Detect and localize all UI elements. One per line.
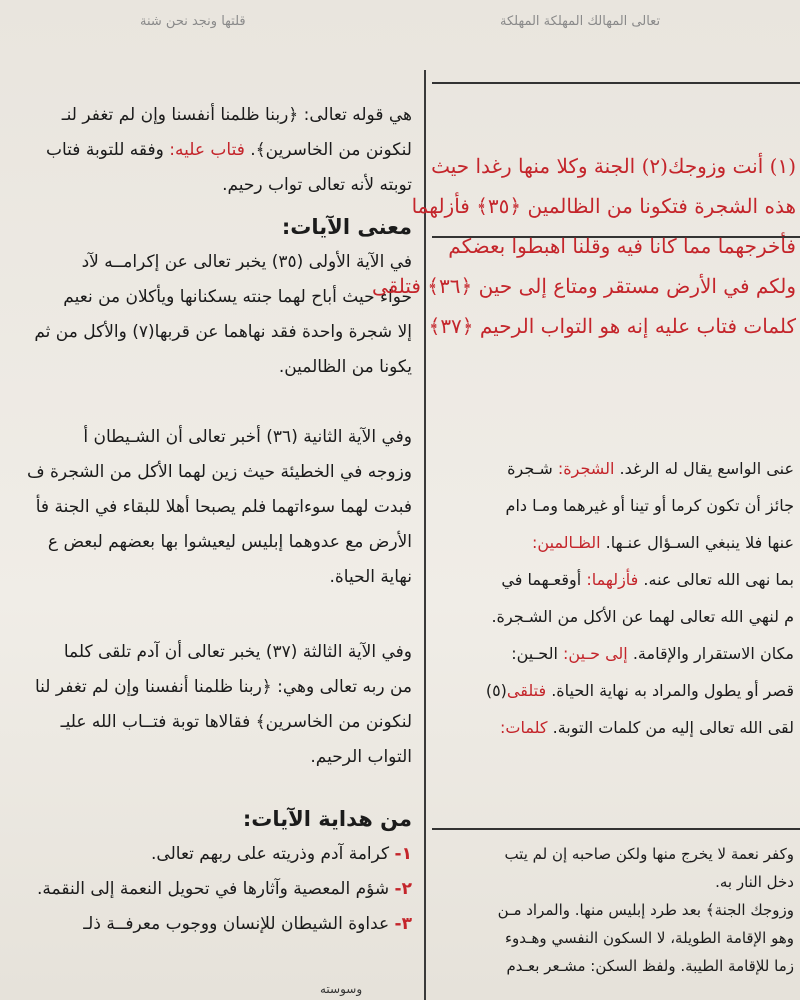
highlighted-term: الشجرة:: [557, 459, 615, 478]
third-verse-explanation: [0, 635, 412, 775]
footer-text: وسوسته: [320, 982, 363, 996]
highlighted-term: إلى حـين:: [563, 644, 628, 663]
guidance-number: ٣-: [394, 914, 412, 934]
guidance-section: [0, 802, 412, 942]
guidance-title: من هداية الآيات:: [242, 807, 412, 831]
word-meaning-line: لقى الله تعالى إليه من كلمات التوبة. كلمات:: [500, 718, 794, 737]
explanation-line: الأرض مع عدوهما إبليس ليعيشوا بها بعضهم لبعض ع: [47, 532, 412, 552]
guidance-item: [0, 872, 412, 907]
highlighted-term: فتلقى: [506, 681, 547, 700]
meaning-section: [0, 210, 412, 385]
word-meanings: [432, 450, 794, 746]
meaning-line: يكونا من الظالمين.: [278, 357, 412, 377]
guidance-number: ٢-: [394, 879, 412, 899]
explanation-line: من ربه تعالى وهي: ﴿ربنا ظلمنا أنفسنا وإن لم تغفر لنا: [34, 677, 412, 697]
explanation-line: لنكونن من الخاسرين﴾ فقالاها توبة فتــاب الله عليـ: [60, 712, 412, 732]
left-column: [0, 50, 418, 1000]
highlighted-term: فتاب عليه:: [169, 140, 245, 160]
footnotes: [432, 840, 794, 980]
footnote-line: وكفر نعمة لا يخرج منها ولكن صاحبه إن لم يتب: [504, 845, 794, 863]
guidance-text: كرامة آدم وذريته على ربهم تعالى.: [151, 844, 390, 864]
quran-verses: [371, 146, 796, 346]
footnote-line: زما للإقامة الطيبة. ولفظ السكن: مشـعر بعـدم: [506, 957, 794, 975]
verse-line: فأخرجهما مما كانا فيه وقلنا اهبطوا بعضكم: [448, 234, 796, 258]
guidance-item: [0, 837, 412, 872]
verse-line: ولكم في الأرض مستقر ومتاع إلى حين ﴿٣٦﴾ فتلقى: [371, 274, 796, 298]
second-verse-explanation: [0, 420, 412, 595]
word-meaning-line: عنها فلا ينبغي السـؤال عنـها. الظـالمين:: [532, 533, 794, 552]
verse-line: (١) أنت وزوجك(٢) الجنة وكلا منها رغدا حيث: [431, 154, 796, 178]
guidance-text: عداوة الشيطان للإنسان ووجوب معرفــة ذلـ: [83, 914, 390, 934]
guidance-item: [0, 907, 412, 942]
word-meaning-line: قصر أو يطول والمراد به نهاية الحياة. فتلقى(٥): [485, 681, 794, 700]
intro-line: [0, 133, 412, 168]
verse-line: كلمات فتاب عليه إنه هو التواب الرحيم ﴿٣٧﴾: [428, 314, 796, 338]
meaning-line: إلا شجرة واحدة فقد نهاهما عن قربها(٧) والأكل من ثم: [34, 322, 412, 342]
guidance-number: ١-: [394, 844, 412, 864]
explanation-line: وزوجه في الخطيئة حيث زين لهما الأكل من الشجرة ف: [27, 462, 412, 482]
footnote-line: وزوجك الجنة﴾ بعد طرد إبليس منها. والمراد مـن: [497, 901, 794, 919]
right-column: [371, 50, 800, 1000]
highlighted-term: فأزلهما:: [586, 570, 639, 589]
verse-line: هذه الشجرة فتكونا من الظالمين ﴿٣٥﴾ فأزلهما: [411, 194, 796, 218]
word-meaning-line: بما نهى الله تعالى عنه. فأزلهما: أوقعـهما في: [501, 570, 794, 589]
page-header-bleed: [0, 8, 800, 44]
word-meaning-line: مكان الاستقرار والإقامة. إلى حـين: الحـين:: [511, 644, 794, 663]
header-ghost-right: تعالى المهالك المهلكة المهلكة: [500, 14, 661, 29]
intro-paragraph: [0, 98, 412, 203]
meaning-line: حواء حيث أباح لهما جنته يسكنانها ويأكلان من نعيم: [63, 287, 412, 307]
word-meaning-line: م لنهي الله تعالى لهما عن الأكل من الشـجرة.: [491, 607, 794, 626]
word-meaning-line: جائز أن تكون كرما أو تينا أو غيرهما ومـا دام: [505, 496, 794, 515]
highlighted-term: كلمات:: [500, 718, 548, 737]
word-meaning-line: عنى الواسع يقال له الرغد. الشجرة: شـجرة: [507, 459, 794, 478]
explanation-line: نهاية الحياة.: [329, 567, 412, 587]
header-ghost-left: قلتها ونجد نحن شنة: [140, 14, 246, 29]
explanation-line: التواب الرحيم.: [310, 747, 412, 767]
meaning-title: معنى الآيات:: [281, 215, 412, 239]
explanation-line: فبدت لهما سوءاتهما فلم يصبحا أهلا للبقاء في الجنة فأ: [35, 497, 412, 517]
intro-line: هي قوله تعالى: ﴿ربنا ظلمنا أنفسنا وإن لم تغفر لنـ: [61, 105, 412, 125]
guidance-text: شؤم المعصية وآثارها في تحويل النعمة إلى النقمة.: [37, 879, 390, 899]
explanation-line: وفي الآية الثالثة (٣٧) يخبر تعالى أن آدم تلقى كلما: [63, 642, 412, 662]
intro-line: لنكونن من الخاسرين﴾. فتاب عليه: وفقه للتوبة فتاب: [45, 140, 412, 160]
footnote-line: وهو الإقامة الطويلة، لا السكون النفسي وهـدوء: [504, 929, 794, 947]
intro-line: توبته لأنه تعالى تواب رحيم.: [222, 175, 412, 195]
highlighted-term: الظـالمين:: [532, 533, 601, 552]
explanation-line: وفي الآية الثانية (٣٦) أخبر تعالى أن الشـيطان أ: [83, 427, 412, 447]
meaning-line: في الآية الأولى (٣٥) يخبر تعالى عن إكرامــه لآد: [81, 252, 412, 272]
footnote-line: دخل النار به.: [715, 873, 794, 891]
